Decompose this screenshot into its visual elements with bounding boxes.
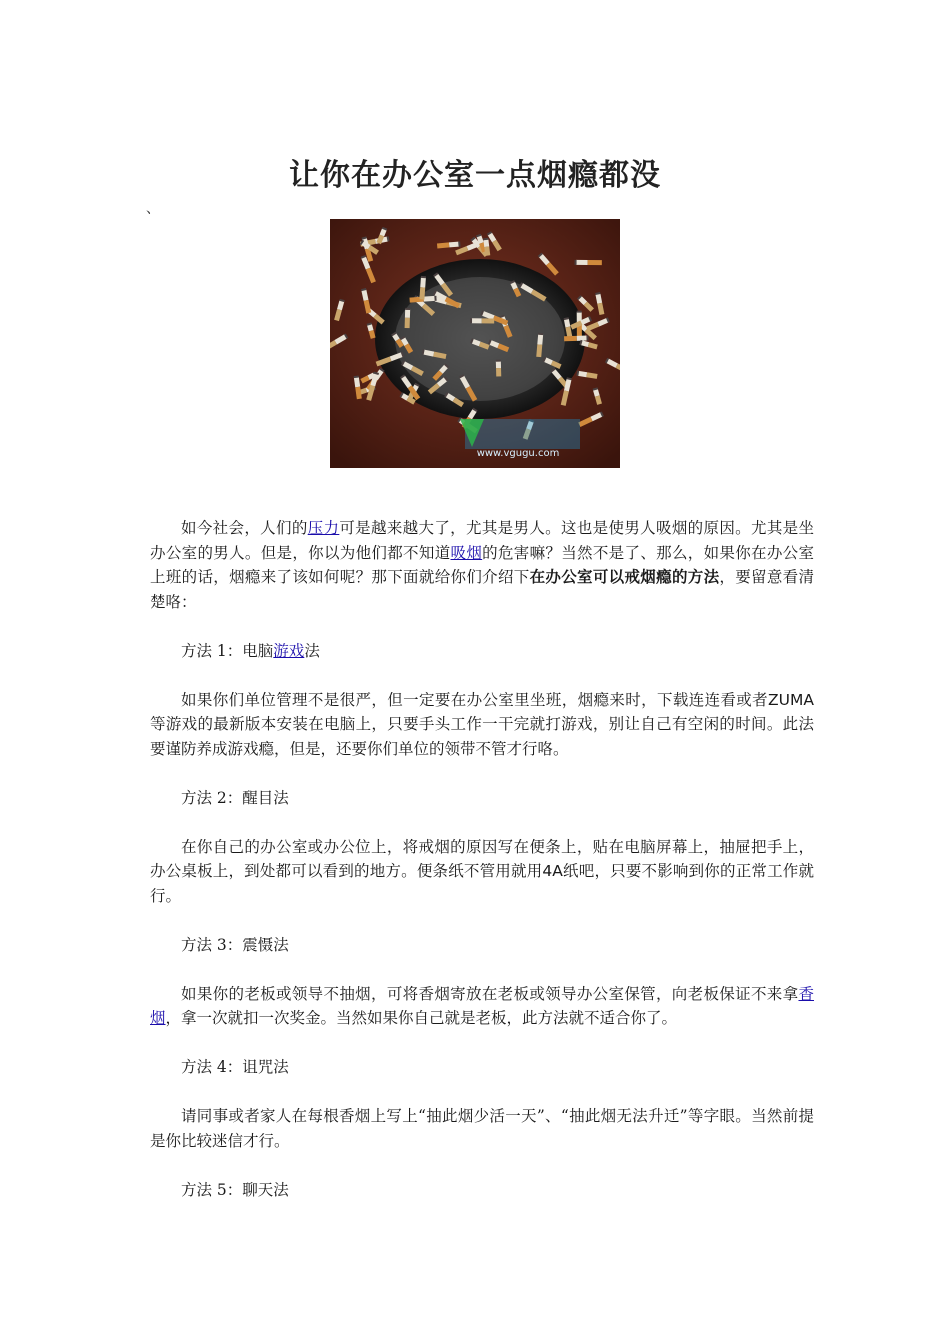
method-3-heading: 方法 3：震慑法 (181, 935, 289, 954)
method-1-heading: 方法 1：电脑游戏法 (181, 641, 320, 660)
method-4-body: 请同事或者家人在每根香烟上写上“抽此烟少活一天”、“抽此烟无法升迁”等字眼。当然前提是你比较迷信才行。 (150, 1107, 814, 1150)
method-1-body: 如果你们单位管理不是很严，但一定要在办公室里坐班，烟瘾来时，下载连连看或者ZUMA等游戏的最新版本安装在电脑上，只要手头工作一干完就打游戏，别让自己有空闲的时间。此法要谨防养成游戏瘾，但是，还要你们单位的领带不管才行咯。 (150, 690, 814, 758)
link-smoking[interactable]: 吸烟 (450, 543, 483, 562)
link-cigarette[interactable]: 香烟 (150, 984, 814, 1027)
article-body (150, 516, 814, 1227)
link-games[interactable]: 游戏 (273, 641, 305, 660)
method-3-body: 如果你的老板或领导不抽烟，可将香烟寄放在老板或领导办公室保管，向老板保证不来拿香烟，拿一次就扣一次奖金。当然如果你自己就是老板，此方法就不适合你了。 (150, 984, 814, 1027)
method-5-heading: 方法 5：聊天法 (181, 1180, 289, 1199)
cigarette-ashtray-image (330, 219, 620, 468)
method-4-heading: 方法 4：诅咒法 (181, 1058, 289, 1076)
intro-bold-phrase: 在办公室可以戒烟瘾的方法 (529, 568, 720, 586)
method-2-body: 在你自己的办公室或办公位上，将戒烟的原因写在便条上，贴在电脑屏幕上，抽屉把手上，办公桌板上，到处都可以看到的地方。便条纸不管用就用4A纸吧，只要不影响到你的正常工作就行。 (150, 837, 814, 905)
method-2-heading: 方法 2：醒目法 (181, 788, 289, 807)
link-pressure[interactable]: 压力 (307, 519, 340, 537)
svg-text:www.vgugu.com: www.vgugu.com (476, 448, 560, 459)
document-title: 让你在办公室一点烟瘾都没 (289, 158, 661, 193)
intro-paragraph: 如今社会，人们的压力可是越来越大了，尤其是男人。这也是使男人吸烟的原因。尤其是坐办公室的男人。但是，你以为他们都不知道吸烟的危害嘛？当然不是了、那么，如果你在办公室上班的话，烟瘾来了该如何呢？那下面就给你们介绍下在办公室可以戒烟瘾的方法，要留意看清楚咯： (150, 519, 814, 611)
stray-mark: 、 (146, 201, 160, 217)
